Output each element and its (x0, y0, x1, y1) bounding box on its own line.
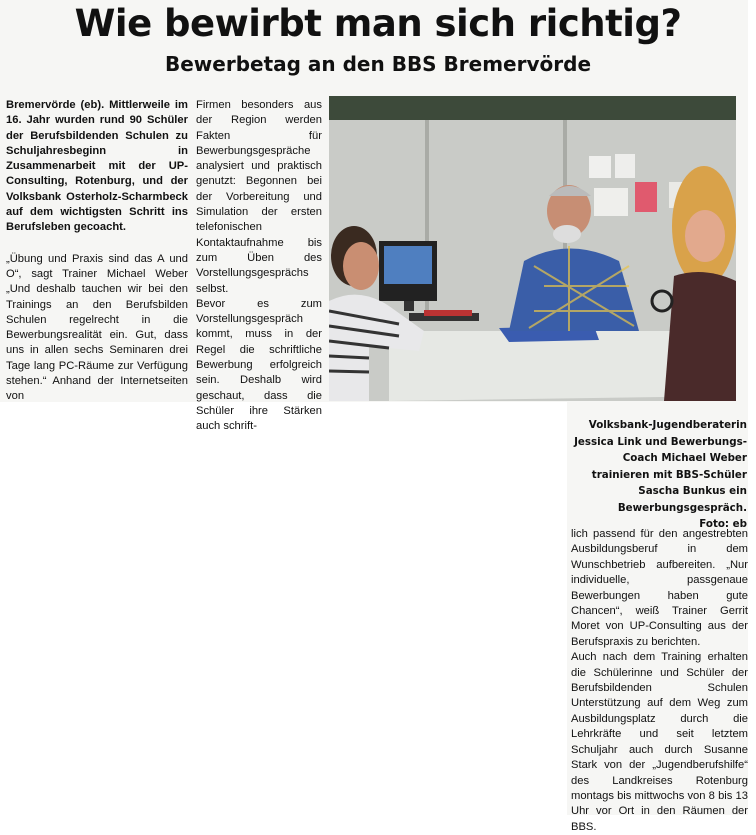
student-face (343, 242, 379, 290)
article-column-3 (571, 527, 748, 835)
article-paragraph: lich passend für den angestrebten Ausbildungsberuf in dem Wunschbetrieb aufbereiten. „Nur individuelle, passgenaue Bewerbungen haben gute Chancen“, weiß Trainer Gerrit Moret von UP-Consulting aus der Berufspraxis zu berichten. (571, 528, 748, 648)
monitor-screen (384, 246, 432, 284)
caption-text: Volksbank-Jugendberaterin Jessica Link und Bewerbungs-Coach Michael Weber trainieren mit BBS-Schüler Sascha Bunkus ein Bewerbungsgespräch. (574, 419, 747, 514)
photo-caption (571, 417, 747, 533)
headline: Wie bewirbt man sich richtig? (74, 2, 682, 45)
photo-illustration (329, 96, 736, 401)
article-lead: Bremervörde (eb). Mittlerweile im 16. Jahr wurden rund 90 Schüler der Berufsbildenden Schulen zu Schuljahresbeginn in Zusammenarbeit mit der UP-Consulting, Rotenburg, und der Volksbank Osterholz-Scharmbeck auf dem wichtigsten Schritt ins Berufsleben gecoacht. (6, 99, 188, 234)
poster (635, 182, 657, 212)
article-photo (329, 96, 736, 401)
subheadline: Bewerbetag an den BBS Bremervörde (164, 52, 592, 76)
article-column-1 (6, 98, 188, 405)
article-paragraph: Bevor es zum Vorstellungsgespräch kommt, muss in der Regel die schriftliche Bewerbung erfolgreich sein. Deshalb wird geschaut, dass die Schüler ihre Stärken auch schrift- (196, 297, 322, 433)
advisor-top (664, 272, 736, 401)
article-column-2 (196, 98, 322, 435)
article-paragraph: Auch nach dem Training erhalten die Schülerinne und Schüler der Berufsbildenden Schulen Unterstützung auf dem Weg zum Ausbildungsplatz durch die Lehrkräfte und seit letztem Schuljahr auch durch Susanne Stark von der „Jugendberufshilfe“ des Landkreises Rotenburg montags bis mittwochs von 8 bis 13 Uhr vor Ort in den Räumen der BBS. (571, 651, 748, 833)
photo-ceiling-strip (329, 96, 736, 120)
coach-beard (553, 225, 581, 243)
photo-credit: Foto: eb (699, 518, 747, 530)
advisor-face (685, 210, 725, 262)
article-paragraph: „Übung und Praxis sind das A und O“, sagt Trainer Michael Weber „Und deshalb tauchen wir bei den Trainings an den Berufsbilden Schulen regelrecht in die Bewerbungsrealität ein. Gut, dass uns in allen sechs Seminaren drei Tage lang PC-Räume zur Verfügung stehen.“ Anhand der Internetseiten von (6, 252, 188, 403)
article-paragraph: Firmen besonders aus der Region werden Fakten für Bewerbungsgespräche analysiert und praktisch genutzt: Begonnen bei der Vorbereitung und Simulation der ersten telefonischen Kontaktaufnahme bis zum Üben des Vorstellungsgesprächs selbst. (196, 99, 322, 295)
